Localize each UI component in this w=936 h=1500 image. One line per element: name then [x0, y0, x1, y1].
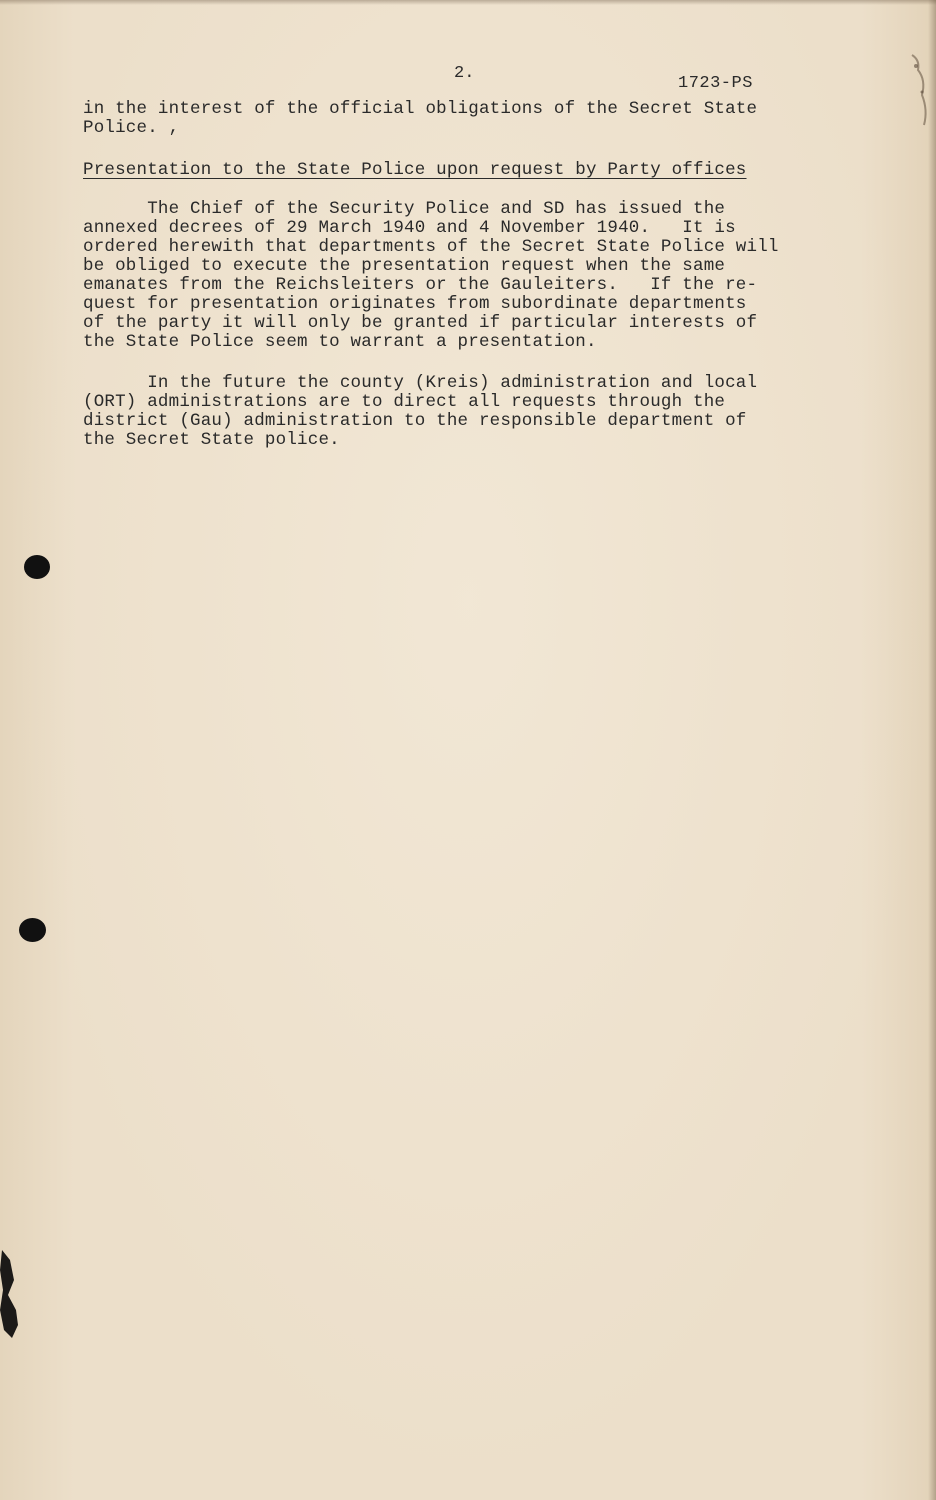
paragraph1-line-2: annexed decrees of 29 March 1940 and 4 November 1940. It is — [83, 218, 736, 238]
paragraph2-line-2: (ORT) administrations are to direct all requests through the — [83, 392, 726, 412]
paragraph1-line-1: The Chief of the Security Police and SD has issued the — [83, 199, 726, 219]
opening-line-1: in the interest of the official obligations of the Secret State — [83, 99, 758, 119]
punch-hole-lower — [19, 918, 46, 942]
paragraph1-line-4: be obliged to execute the presentation request when the same — [83, 256, 726, 276]
paragraph2-line-4: the Secret State police. — [83, 430, 340, 450]
paragraph1-line-6: quest for presentation originates from subordinate departments — [83, 294, 747, 314]
paragraph1-line-5: emanates from the Reichsleiters or the Gauleiters. If the re- — [83, 275, 758, 295]
page-edge-top — [0, 0, 936, 5]
document-id: 1723-PS — [678, 74, 753, 93]
paragraph2-line-1: In the future the county (Kreis) administration and local — [83, 373, 758, 393]
paragraph2-line-3: district (Gau) administration to the responsible department of — [83, 411, 747, 431]
opening-line-2: Police. , — [83, 118, 180, 138]
edge-stain-right — [892, 50, 932, 130]
paragraph1-line-7: of the party it will only be granted if particular interests of — [83, 313, 758, 333]
page-number: 2. — [454, 64, 475, 83]
binding-stain-left — [0, 1250, 22, 1340]
punch-hole-upper — [24, 555, 50, 579]
section-heading: Presentation to the State Police upon request by Party offices — [83, 160, 747, 180]
paragraph1-line-8: the State Police seem to warrant a presentation. — [83, 332, 597, 352]
paragraph1-line-3: ordered herewith that departments of the Secret State Police will — [83, 237, 779, 257]
page-edge-right — [928, 0, 936, 1500]
